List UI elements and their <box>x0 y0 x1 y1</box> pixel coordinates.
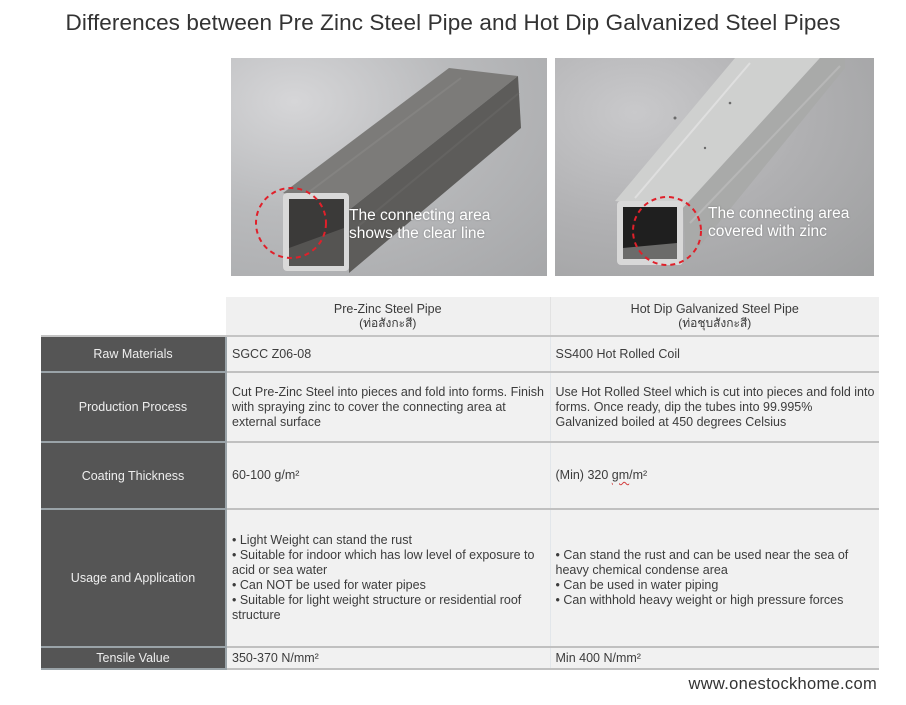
hot-dip-pipe-illustration <box>555 58 874 276</box>
pre-zinc-pipe-photo <box>231 58 547 276</box>
table-row <box>41 647 879 669</box>
cell-raw-materials-pre-zinc: SGCC Z06-08 <box>226 336 550 372</box>
table-header-row <box>41 297 879 336</box>
bullet-item: • Suitable for light weight structure or residential roof structure <box>232 593 522 622</box>
bullet-item: • Can stand the rust and can be used near the sea of heavy chemical condense area <box>555 548 849 577</box>
table-row <box>41 372 879 442</box>
table-row <box>41 442 879 509</box>
cell-coating-hot-dip: (Min) 320 gm/m² <box>550 442 879 509</box>
spellcheck-underlined-word: gm <box>611 468 630 482</box>
cell-tensile-pre-zinc: 350-370 N/mm² <box>226 647 550 669</box>
row-label-raw-materials: Raw Materials <box>41 336 226 372</box>
page-title: Differences between Pre Zinc Steel Pipe and Hot Dip Galvanized Steel Pipes <box>65 10 841 35</box>
cell-raw-materials-hot-dip: SS400 Hot Rolled Coil <box>550 336 879 372</box>
row-label-production-process: Production Process <box>41 372 226 442</box>
hot-dip-pipe-photo <box>555 58 874 276</box>
cell-production-pre-zinc: Cut Pre-Zinc Steel into pieces and fold into forms. Finish with spraying zinc to cover the connecting area at external surface <box>226 372 550 442</box>
cell-tensile-hot-dip: Min 400 N/mm² <box>550 647 879 669</box>
cell-coating-pre-zinc: 60-100 g/m² <box>226 442 550 509</box>
row-label-usage-application: Usage and Application <box>41 509 226 647</box>
cell-usage-hot-dip <box>550 509 879 647</box>
bullet-item: • Can be used in water piping <box>555 578 719 592</box>
photo-2-caption: The connecting area covered with zinc <box>708 205 850 240</box>
photo-1-caption: The connecting area shows the clear line <box>349 207 491 242</box>
bullet-item: • Suitable for indoor which has low level of exposure to acid or sea water <box>232 548 535 577</box>
website-url: www.onestockhome.com <box>688 675 877 693</box>
pre-zinc-pipe-illustration <box>231 58 547 276</box>
header-blank-cell <box>41 297 226 336</box>
cell-production-hot-dip: Use Hot Rolled Steel which is cut into pieces and fold into forms. Once ready, dip the tubes into 99.995% Galvanized boiled at 450 degrees Celsius <box>550 372 879 442</box>
comparison-table <box>41 297 879 670</box>
bullet-item: • Can withhold heavy weight or high pressure forces <box>555 593 844 607</box>
column-header-hot-dip: Hot Dip Galvanized Steel Pipe (ท่อชุบสังกะสี) <box>550 297 879 336</box>
row-label-coating-thickness: Coating Thickness <box>41 442 226 509</box>
bullet-item: • Light Weight can stand the rust <box>232 533 412 547</box>
bullet-item: • Can NOT be used for water pipes <box>232 578 426 592</box>
table-row <box>41 509 879 647</box>
column-header-pre-zinc: Pre-Zinc Steel Pipe (ท่อสังกะสี) <box>226 297 550 336</box>
row-label-tensile-value: Tensile Value <box>41 647 226 669</box>
table-row <box>41 336 879 372</box>
cell-usage-pre-zinc <box>226 509 550 647</box>
